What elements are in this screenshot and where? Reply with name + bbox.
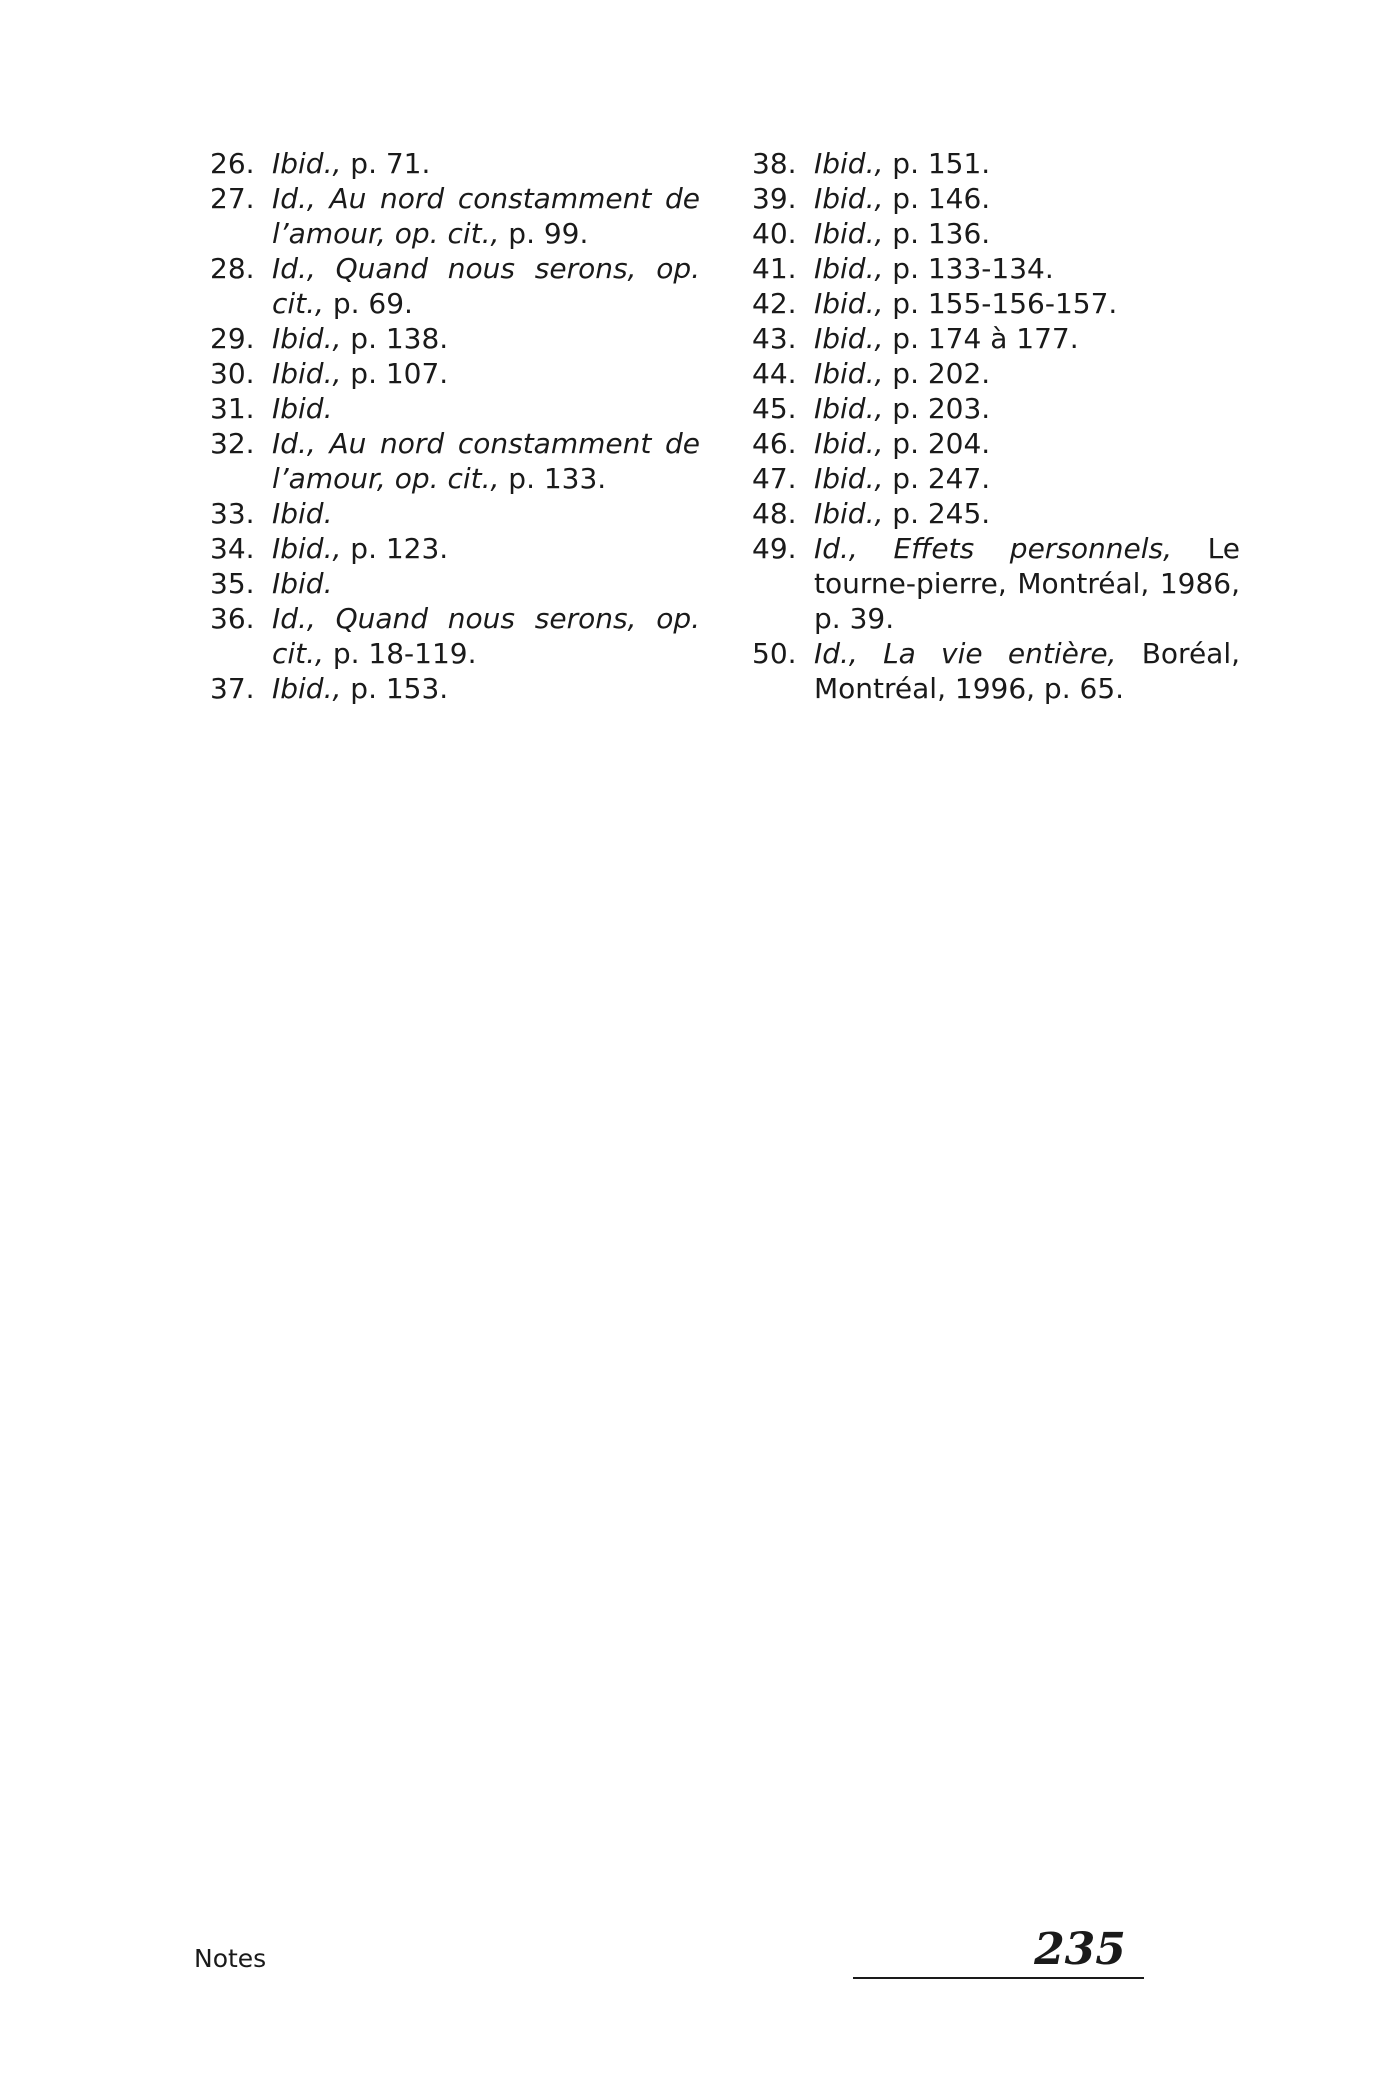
note-number: 36. (210, 602, 255, 635)
note-text (272, 146, 700, 181)
running-footer-label: Notes (194, 1944, 267, 1973)
note-item (210, 671, 700, 706)
note-item (752, 356, 1240, 391)
note-citation-text: p. 151. (883, 147, 991, 180)
note-number: 30. (210, 357, 255, 390)
note-number: 32. (210, 427, 255, 460)
note-text (814, 391, 1240, 426)
note-text (814, 251, 1240, 286)
note-item (210, 601, 700, 671)
note-citation-text: p. 69. (323, 287, 413, 320)
note-text (814, 321, 1240, 356)
note-citation-italic: Ibid., (814, 357, 884, 390)
note-citation-italic: Ibid., (814, 322, 884, 355)
note-item (210, 391, 700, 426)
note-citation-italic: Ibid., (814, 252, 884, 285)
note-number: 33. (210, 497, 255, 530)
note-number: 39. (752, 182, 797, 215)
note-text (814, 426, 1240, 461)
note-item (210, 321, 700, 356)
note-citation-italic: Ibid., (814, 147, 884, 180)
note-item (752, 391, 1240, 426)
note-item (752, 426, 1240, 461)
note-citation-italic: Ibid., (814, 182, 884, 215)
note-citation-italic: Ibid., (814, 392, 884, 425)
note-citation-text: p. 107. (341, 357, 449, 390)
note-text (272, 321, 700, 356)
note-citation-italic: Ibid., (272, 672, 342, 705)
note-number: 31. (210, 392, 255, 425)
note-text (272, 181, 700, 251)
note-number: 50. (752, 637, 797, 670)
note-text (814, 496, 1240, 531)
note-number: 45. (752, 392, 797, 425)
note-citation-text: p. 133-134. (883, 252, 1054, 285)
note-citation-text: p. 71. (341, 147, 431, 180)
note-citation-italic: Id., Quand nous serons, op. cit., (272, 602, 700, 670)
note-citation-italic: Ibid., (272, 532, 342, 565)
note-number: 40. (752, 217, 797, 250)
note-citation-text: p. 136. (883, 217, 991, 250)
note-citation-text: p. 99. (499, 217, 589, 250)
note-citation-italic: Id., La vie entière, (814, 637, 1117, 670)
note-item (210, 426, 700, 496)
note-text (272, 531, 700, 566)
note-item (752, 146, 1240, 181)
note-number: 49. (752, 532, 797, 565)
note-text (814, 636, 1240, 706)
note-citation-italic: Ibid. (272, 567, 333, 600)
note-item (210, 181, 700, 251)
note-number: 37. (210, 672, 255, 705)
note-citation-italic: Ibid., (272, 147, 342, 180)
note-citation-text: Boréal, Montréal, 1996, p. 65. (814, 637, 1241, 705)
note-citation-italic: Id., Effets personnels, (814, 532, 1173, 565)
note-text (814, 181, 1240, 216)
note-text (272, 496, 700, 531)
note-citation-italic: Ibid. (272, 497, 333, 530)
note-number: 35. (210, 567, 255, 600)
note-number: 44. (752, 357, 797, 390)
note-citation-text: p. 174 à 177. (883, 322, 1079, 355)
note-item (752, 321, 1240, 356)
note-text (814, 146, 1240, 181)
note-text (272, 356, 700, 391)
note-citation-italic: Ibid., (814, 427, 884, 460)
note-text (814, 531, 1240, 636)
note-citation-text: p. 204. (883, 427, 991, 460)
note-citation-text: p. 133. (499, 462, 607, 495)
note-number: 43. (752, 322, 797, 355)
note-text (272, 671, 700, 706)
note-item (752, 251, 1240, 286)
note-number: 46. (752, 427, 797, 460)
note-item (210, 356, 700, 391)
note-number: 29. (210, 322, 255, 355)
note-text (272, 601, 700, 671)
note-number: 41. (752, 252, 797, 285)
note-number: 34. (210, 532, 255, 565)
note-text (272, 566, 700, 601)
note-citation-text: p. 202. (883, 357, 991, 390)
notes-column-left (210, 146, 700, 706)
note-citation-text: p. 247. (883, 462, 991, 495)
note-text (814, 461, 1240, 496)
note-citation-text: Le tourne-pierre, Montréal, 1986, p. 39. (814, 532, 1241, 635)
note-citation-italic: Ibid., (272, 322, 342, 355)
note-citation-text: p. 155-156-157. (883, 287, 1118, 320)
note-citation-text: p. 18-119. (323, 637, 477, 670)
note-citation-text: p. 153. (341, 672, 449, 705)
note-text (814, 286, 1240, 321)
note-item (210, 566, 700, 601)
note-item (210, 531, 700, 566)
note-number: 48. (752, 497, 797, 530)
note-item (752, 531, 1240, 636)
note-number: 38. (752, 147, 797, 180)
note-citation-text: p. 203. (883, 392, 991, 425)
note-text (814, 216, 1240, 251)
note-item (210, 251, 700, 321)
note-text (272, 391, 700, 426)
note-number: 26. (210, 147, 255, 180)
note-item (752, 216, 1240, 251)
page-number: 235 (1034, 1924, 1126, 1975)
footer-rule (853, 1977, 1144, 1979)
note-citation-text: p. 123. (341, 532, 449, 565)
note-text (272, 426, 700, 496)
note-citation-italic: Ibid., (272, 357, 342, 390)
note-number: 47. (752, 462, 797, 495)
note-item (752, 636, 1240, 706)
note-citation-text: p. 245. (883, 497, 991, 530)
note-citation-italic: Id., Au nord constamment de l’amour, op. cit., (272, 427, 700, 495)
note-item (210, 496, 700, 531)
note-citation-italic: Id., Au nord constamment de l’amour, op. cit., (272, 182, 700, 250)
note-citation-italic: Ibid., (814, 287, 884, 320)
note-citation-italic: Ibid. (272, 392, 333, 425)
note-item (752, 181, 1240, 216)
note-item (752, 286, 1240, 321)
note-citation-italic: Id., Quand nous serons, op. cit., (272, 252, 700, 320)
note-item (210, 146, 700, 181)
note-text (814, 356, 1240, 391)
note-text (272, 251, 700, 321)
note-item (752, 496, 1240, 531)
note-citation-text: p. 138. (341, 322, 449, 355)
note-number: 28. (210, 252, 255, 285)
note-item (752, 461, 1240, 496)
note-number: 42. (752, 287, 797, 320)
notes-column-right (752, 146, 1240, 706)
note-citation-italic: Ibid., (814, 497, 884, 530)
note-citation-text: p. 146. (883, 182, 991, 215)
note-citation-italic: Ibid., (814, 462, 884, 495)
note-number: 27. (210, 182, 255, 215)
note-citation-italic: Ibid., (814, 217, 884, 250)
